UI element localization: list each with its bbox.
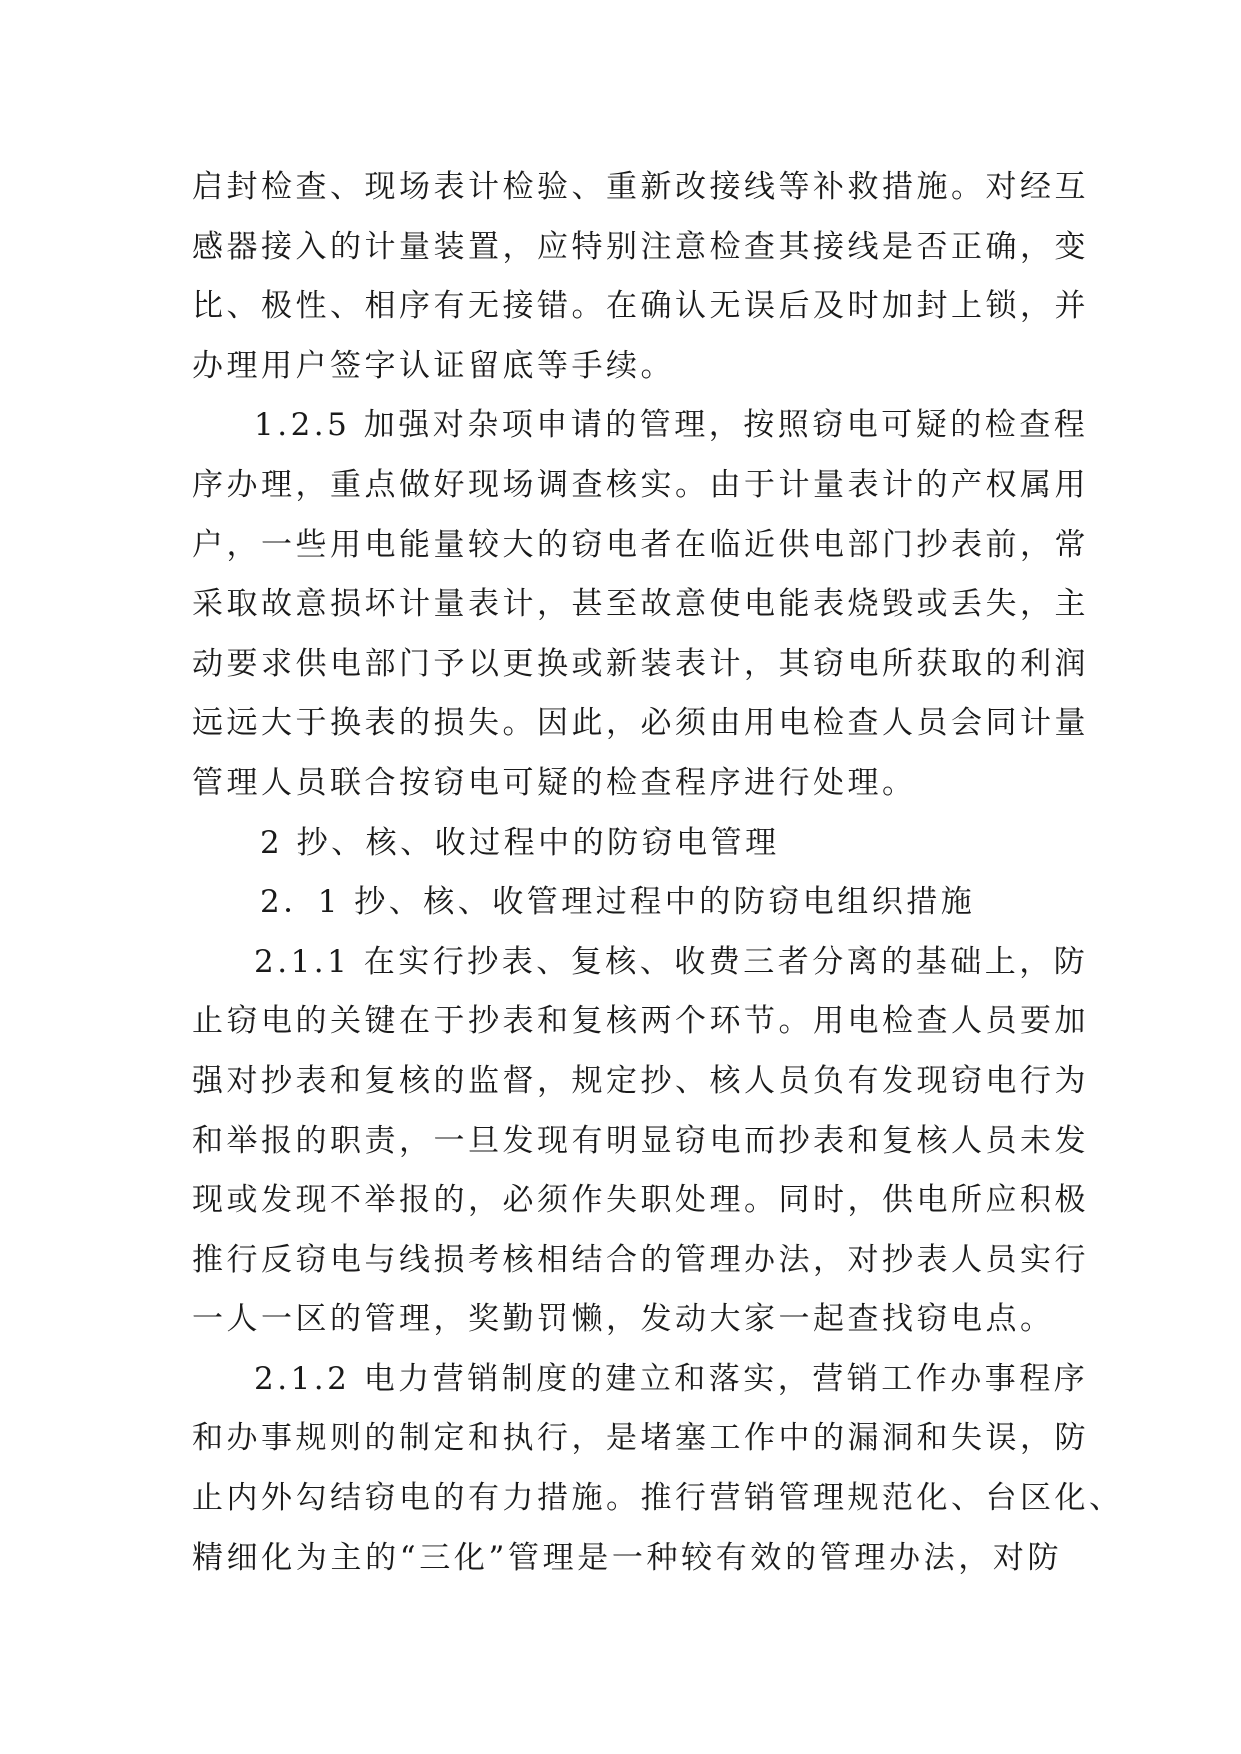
- section-2-1-2-start: 2.1.2 电力营销制度的建立和落实，营销工作办事程序: [254, 1360, 1089, 1397]
- section-1-2-5-start: 1.2.5 加强对杂项申请的管理，按照窃电可疑的检查程: [254, 407, 1089, 444]
- text-line: 感器接入的计量装置，应特别注意检查其接线是否正确，变: [192, 228, 1089, 265]
- text-line: 动要求供电部门予以更换或新装表计，其窃电所获取的利润: [192, 645, 1089, 682]
- text-line: 管理人员联合按窃电可疑的检查程序进行处理。: [192, 764, 917, 801]
- text-line: 一人一区的管理，奖勤罚懒，发动大家一起查找窃电点。: [192, 1301, 1055, 1338]
- text-line: 推行反窃电与线损考核相结合的管理办法，对抄表人员实行: [192, 1241, 1089, 1278]
- text-line: 序办理，重点做好现场调查核实。由于计量表计的产权属用: [192, 466, 1089, 503]
- text-line: 比、极性、相序有无接错。在确认无误后及时加封上锁，并: [192, 288, 1089, 325]
- text-line: 止窃电的关键在于抄表和复核两个环节。用电检查人员要加: [192, 1003, 1089, 1040]
- text-line: 远远大于换表的损失。因此，必须由用电检查人员会同计量: [192, 705, 1089, 742]
- section-heading-2: 2 抄、核、收过程中的防窃电管理: [260, 824, 780, 861]
- text-line: 办理用户签字认证留底等手续。: [192, 347, 675, 384]
- text-line: 采取故意损坏计量表计，甚至故意使电能表烧毁或丢失，主: [192, 586, 1089, 623]
- text-line: 和举报的职责，一旦发现有明显窃电而抄表和复核人员未发: [192, 1122, 1089, 1159]
- section-heading-2-1: 2．1 抄、核、收管理过程中的防窃电组织措施: [260, 884, 976, 921]
- text-line: 和办事规则的制定和执行，是堵塞工作中的漏洞和失误，防: [192, 1420, 1089, 1457]
- text-line: 精细化为主的“三化”管理是一种较有效的管理办法，对防: [192, 1539, 1062, 1576]
- body-text: [192, 158, 1124, 1588]
- text-line: 止内外勾结窃电的有力措施。推行营销管理规范化、台区化、: [192, 1480, 1124, 1517]
- text-line: 户，一些用电能量较大的窃电者在临近供电部门抄表前，常: [192, 526, 1089, 563]
- text-line: 启封检查、现场表计检验、重新改接线等补救措施。对经互: [192, 169, 1089, 205]
- section-2-1-1-start: 2.1.1 在实行抄表、复核、收费三者分离的基础上，防: [254, 943, 1089, 980]
- text-line: 强对抄表和复核的监督，规定抄、核人员负有发现窃电行为: [192, 1062, 1089, 1099]
- text-line: 现或发现不举报的，必须作失职处理。同时，供电所应积极: [192, 1182, 1089, 1219]
